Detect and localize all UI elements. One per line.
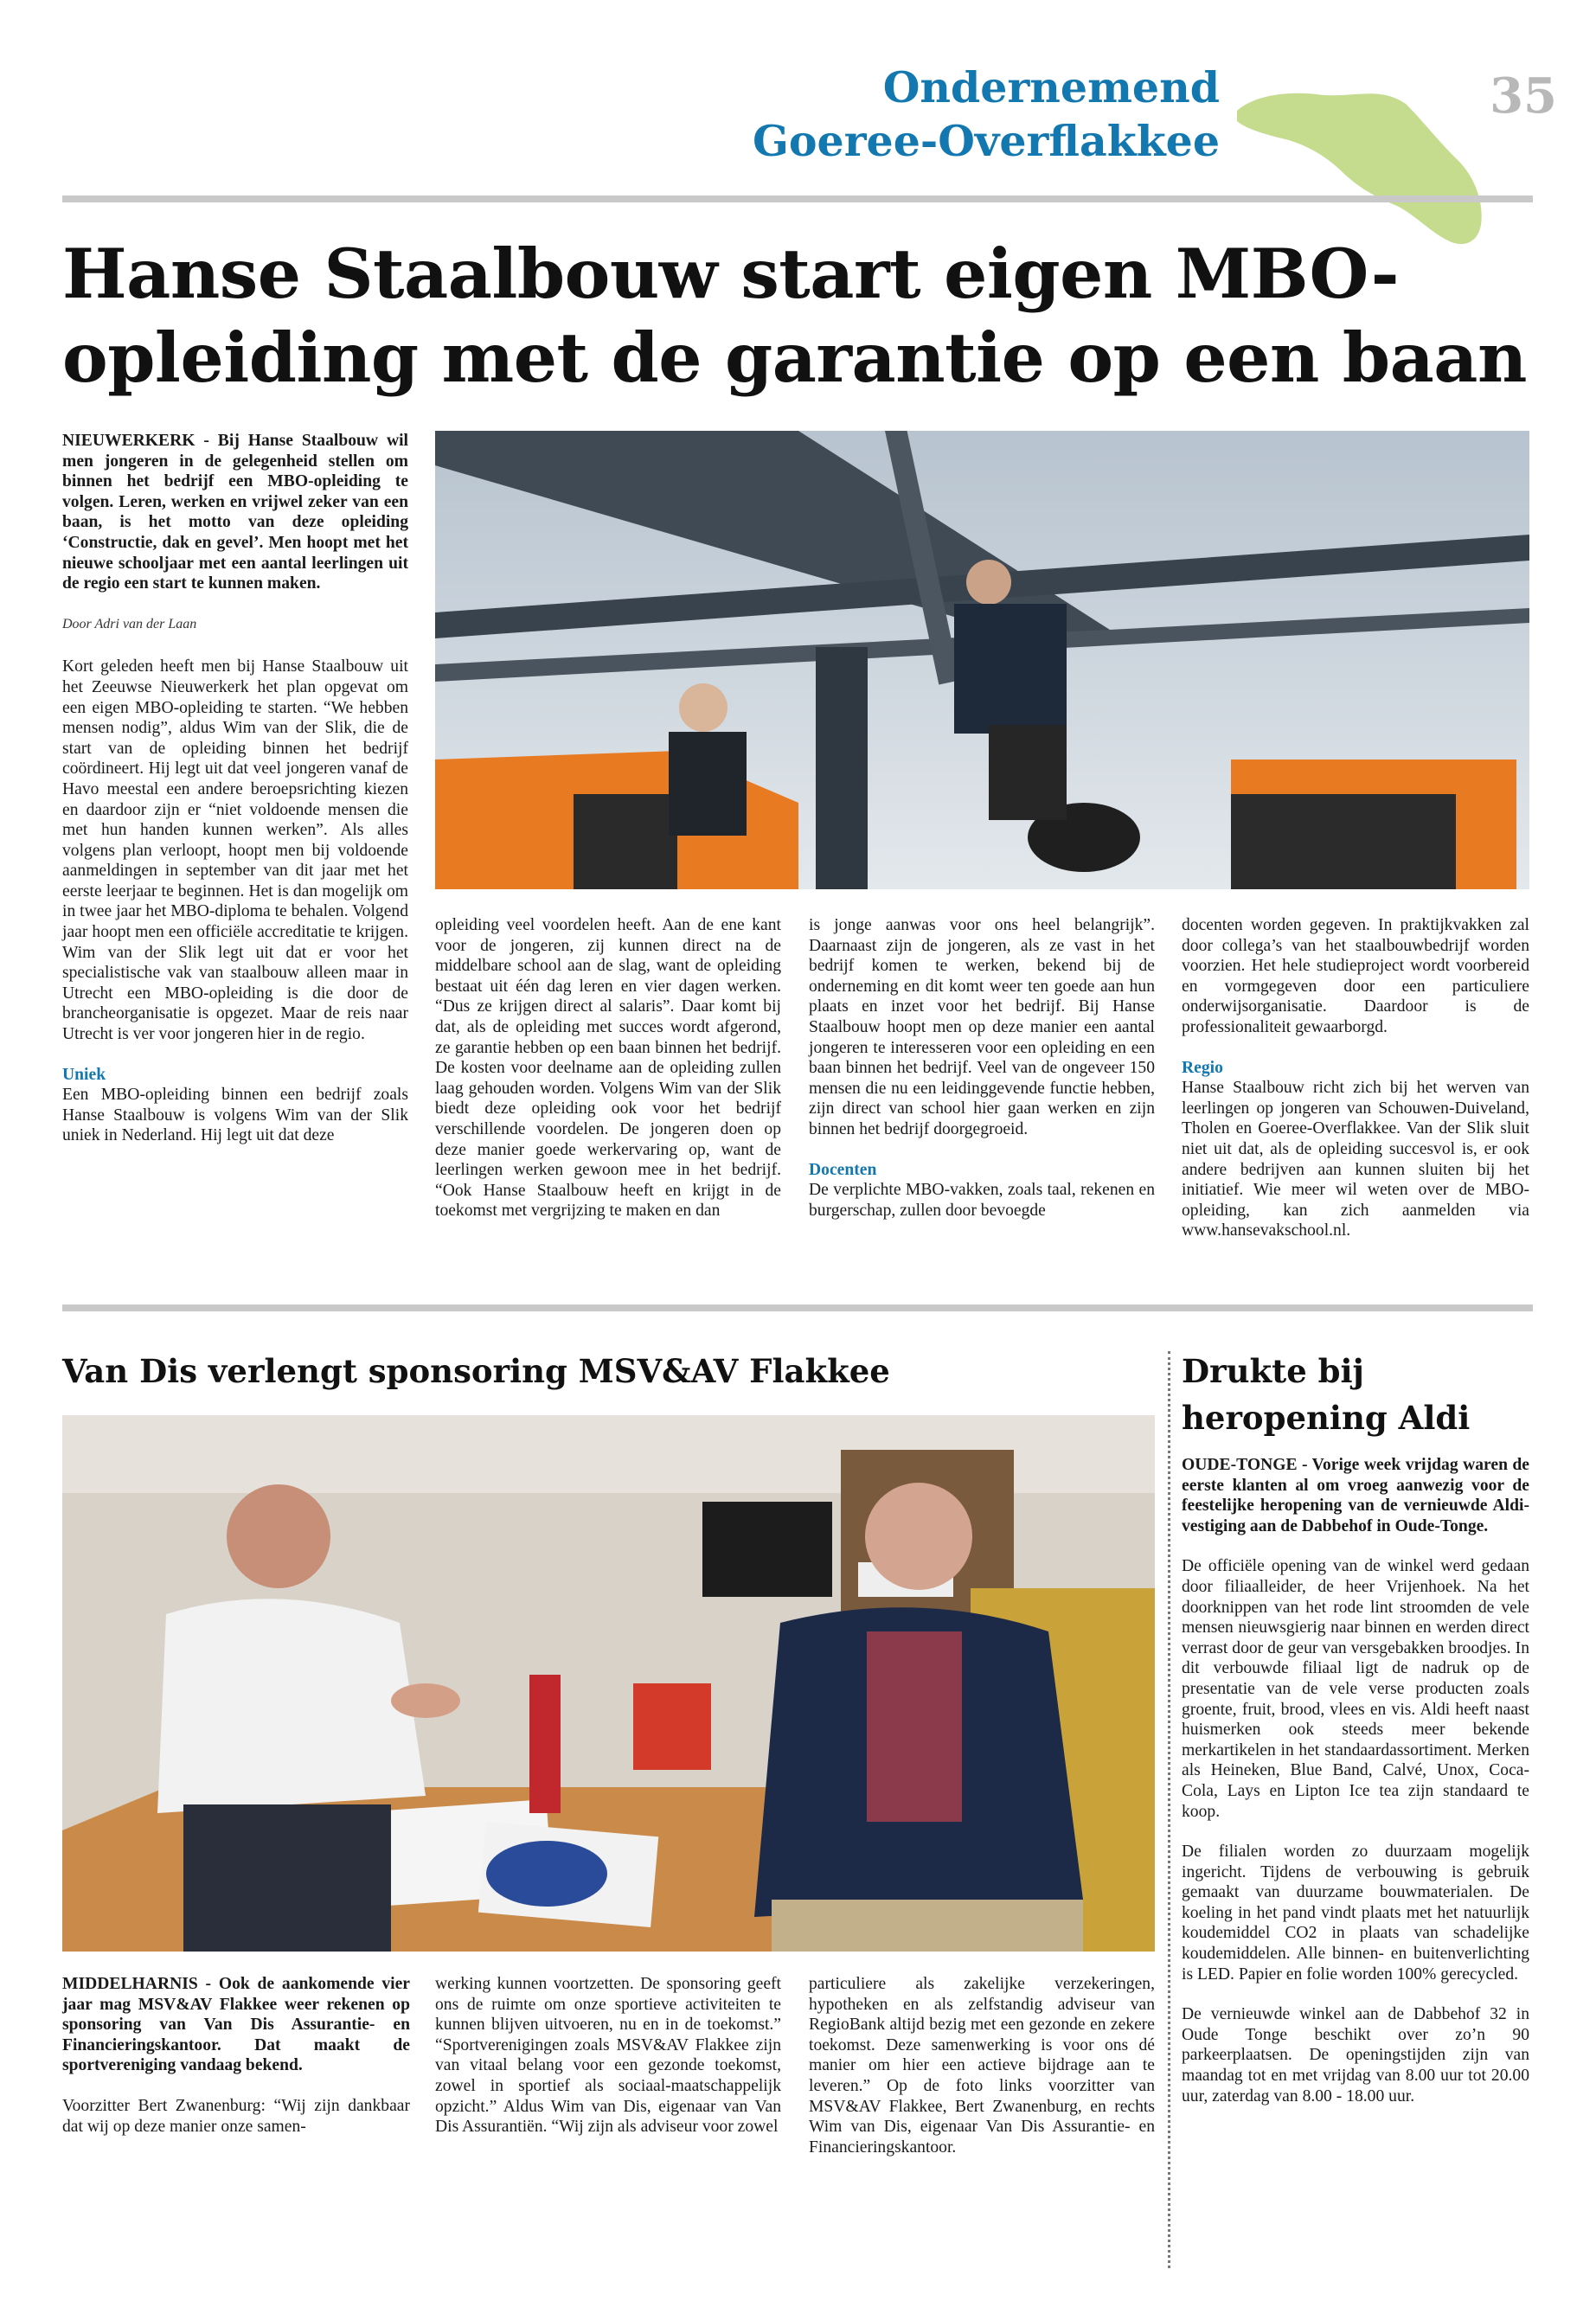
article2-column-3 bbox=[809, 1974, 1155, 2177]
article1-col4-paragraph-2: Hanse Staalbouw richt zich bij het werven van leerlingen op jongeren van Schouwen-Duiveland, Tholen en Goeree-Overflakkee. Van der Slik sluit niet uit dat, als de opleiding succesvol is, er ook andere bedrijven aan kunnen sluiten bij het initiatief. Wie meer wil weten over de MBO-opleiding, kan zich aanmelden via www.hansevakschool.nl. bbox=[1182, 1079, 1529, 1240]
article1-col3-paragraph-1: is jonge aanwas voor ons heel belangrijk”. Daarnaast zijn de jongeren, als ze vast in het bedrijf komen te werken, bekend bij de onderneming en dit komt weer ten goede aan hun plaats en inzet voor het bedrijf. Bij Hanse Staalbouw hoopt men op deze manier een aantal jongeren te interesseren voor een opleiding en een baan binnen het bedrijf. Veel van de ongeveer 150 mensen die nu een leidinggevende functie hebben, zijn direct van school hier gaan werken en zijn binnen het bedrijf doorgegroeid. bbox=[809, 916, 1155, 1138]
article2-col1-paragraph-1: Voorzitter Bert Zwanenburg: “Wij zijn dankbaar dat wij op deze manier onze samen- bbox=[62, 2096, 410, 2136]
section-rule bbox=[62, 1304, 1533, 1311]
article2-headline: Van Dis verlengt sponsoring MSV&AV Flakkee bbox=[62, 1352, 890, 1390]
main-headline bbox=[62, 232, 1550, 400]
article1-col1-paragraph-1: Kort geleden heeft men bij Hanse Staalbouw uit het Zeeuwse Nieuwerkerk het plan opgevat om een eigen MBO-opleiding te starten. “We hebben mensen nodig”, aldus Wim van der Slik, die de start van de opleiding binnen het bedrijf coördineert. Hij legt uit dat veel jongeren vanaf de Havo meestal een andere beroepsrichting kiezen en daardoor zijn er “niet voldoende mensen die met hun handen kunnen werken”. Als alles volgens plan verloopt, hoopt men bij voldoende aanmeldingen in september van dit jaar met het eerste leerjaar te beginnen. Het is dan mogelijk om in twee jaar het MBO-diploma te behalen. Volgend jaar hoopt men een officiële accreditatie te krijgen. Wim van der Slik legt uit dat er voor het specialistische vak van staalbouw alleen maar in Utrecht een MBO-opleiding is die door de brancheorganisatie is opgezet. Maar de reis naar Utrecht is ver voor jongeren hier in de regio. bbox=[62, 657, 408, 1044]
article1-subheading-regio: Regio bbox=[1182, 1058, 1223, 1077]
main-headline-line2: opleiding met de garantie op een baan bbox=[62, 317, 1527, 398]
article2-lead: MIDDELHARNIS - Ook de aankomende vier jaar mag MSV&AV Flakkee weer rekenen op sponsoring van Van Dis Assurantie- en Financieringskantoor. Dat maakt de sportvereniging vandaag bekend. bbox=[62, 1975, 410, 2075]
article2-column-1 bbox=[62, 1974, 410, 2157]
article1-column-4 bbox=[1182, 915, 1529, 1261]
article1-lead: NIEUWERKERK - Bij Hanse Staalbouw wil men jongeren in de gelegenheid stellen om binnen het bedrijf een MBO-opleiding te volgen. Leren, werken en vrijwel zeker van een baan, is het motto van deze opleiding ‘Constructie, dak en gevel’. Men hoopt met het nieuwe schooljaar met een aantal leerlingen uit de regio een start te kunnen maken. bbox=[62, 432, 408, 593]
article3-paragraph-1: De officiële opening van de winkel werd gedaan door filiaalleider, de heer Vrijenhoek. Na het doorknippen van het rode lint stroomden de vele mensen nieuwsgierig naar binnen en werden direct verrast door de geur van versgebakken broodjes. In dit verbouwde filiaal ligt de nadruk op de presentatie van de vele verse producten zoals groente, fruit, brood, vlees en vis. Aldi heeft naast huismerken ook steeds meer bekende merkartikelen in het standaardassortiment. Merken als Heineken, Blue Band, Calvé, Unox, Coca-Cola, Lays en Lipton Ice tea zijn standaard te koop. bbox=[1182, 1557, 1529, 1821]
article1-col1-paragraph-2: Een MBO-opleiding binnen een bedrijf zoals Hanse Staalbouw is volgens Wim van der Slik uniek in Nederland. Hij legt uit dat deze bbox=[62, 1086, 408, 1145]
article2-column-2 bbox=[435, 1974, 781, 2157]
page-number: 35 bbox=[1490, 67, 1557, 125]
handshake-photo bbox=[62, 1415, 1155, 1952]
article1-column-2 bbox=[435, 915, 781, 1241]
column-divider bbox=[1168, 1351, 1170, 2268]
article3-paragraph-2: De filialen worden zo duurzaam mogelijk ingericht. Tijdens de verbouwing is gebruik gemaakt van duurzame bouwmaterialen. De koeling in het pand vindt plaats met het natuurlijk koudemiddel CO2 in plaats van schadelijke koudemiddelen. Alle binnen- en buitenverlichting is LED. Papier en folie worden 100% gerecycled. bbox=[1182, 1843, 1529, 1984]
article3-headline-line2: heropening Aldi bbox=[1182, 1399, 1471, 1437]
island-map-icon bbox=[1228, 61, 1488, 251]
island-shape bbox=[1237, 93, 1482, 244]
article1-column-1 bbox=[62, 431, 408, 1166]
section-title bbox=[701, 61, 1220, 168]
article1-col3-paragraph-2: De verplichte MBO-vakken, zoals taal, rekenen en burgerschap, zullen door bevoegde bbox=[809, 1181, 1155, 1220]
article3-lead: OUDE-TONGE - Vorige week vrijdag waren de eerste klanten al om vroeg aanwezig voor de feestelijke heropening van de vernieuwde Aldi-vestiging aan de Dabbehof in Oude-Tonge. bbox=[1182, 1456, 1529, 1535]
article2-col2-paragraph-1: werking kunnen voortzetten. De sponsoring geeft ons de ruimte om onze sportieve activiteiten te kunnen blijven uitvoeren, nu en in de toekomst.” “Sportverenigingen zoals MSV&AV Flakkee zijn van vitaal belang voor een gezonde toekomst, zowel in sportief als sociaal-maatschappelijk opzicht.” Aldus Wim van Dis, eigenaar van Van Dis Assurantiën. “Wij zijn als adviseur voor zowel bbox=[435, 1975, 781, 2137]
article3-headline-line1: Drukte bij bbox=[1182, 1352, 1364, 1390]
article3-column bbox=[1182, 1455, 1529, 2126]
article1-byline: Door Adri van der Laan bbox=[62, 616, 197, 631]
construction-photo bbox=[435, 431, 1529, 889]
article1-column-3 bbox=[809, 915, 1155, 1240]
main-headline-line1: Hanse Staalbouw start eigen MBO- bbox=[62, 234, 1399, 314]
article1-col2-paragraph-1: opleiding veel voordelen heeft. Aan de ene kant voor de jongeren, zij kunnen direct na de middelbare school aan de slag, want de opleiding bestaat uit één dag leren en vier dagen werken. “Dus ze krijgen direct al salaris”. Daar komt bij dat, als de opleiding met succes wordt afgerond, ze garantie hebben op een baan binnen het bedrijf. De kosten voor deelname aan de opleiding zullen laag gehouden worden. Volgens Wim van der Slik biedt deze opleiding ook voor het bedrijf verschillende voordelen. De jongeren doen op deze manier goede werkervaring op, want de leerlingen werken gewoon mee in het bedrijf. “Ook Hanse Staalbouw heeft en krijgt in de toekomst met vergrijzing te maken en dan bbox=[435, 916, 781, 1221]
article1-subheading-uniek: Uniek bbox=[62, 1065, 106, 1084]
section-title-line2: Goeree-Overflakkee bbox=[753, 116, 1220, 166]
article1-subheading-docenten: Docenten bbox=[809, 1160, 877, 1179]
article2-col3-paragraph-1: particuliere als zakelijke verzekeringen, hypotheken en als zelfstandig adviseur van RegioBank altijd bezig met een gezonde en zekere toekomst. Deze samenwerking is voor ons dé manier om hier een actieve bijdrage aan te leveren.” Op de foto links voorzitter van MSV&AV Flakkee, Bert Zwanenburg, en rechts Wim van Dis, eigenaar Van Dis Assurantie- en Financieringskantoor. bbox=[809, 1975, 1155, 2157]
section-title-line1: Ondernemend bbox=[882, 62, 1220, 112]
header-rule bbox=[62, 195, 1533, 202]
article1-col4-paragraph-1: docenten worden gegeven. In praktijkvakken zal door collega’s van het staalbouwbedrijf worden voorzien. Het hele studieproject wordt voorbereid en vormgegeven door een particuliere onderwijsorganisatie. Daardoor is de professionaliteit gewaarborgd. bbox=[1182, 916, 1529, 1036]
article3-headline bbox=[1182, 1348, 1529, 1441]
article3-paragraph-3: De vernieuwde winkel aan de Dabbehof 32 in Oude Tonge beschikt over zo’n 90 parkeerplaatsen. De openingstijden zijn van maandag tot en met vrijdag van 8.00 uur tot 20.00 uur, zaterdag van 8.00 - 18.00 uur. bbox=[1182, 2005, 1529, 2106]
